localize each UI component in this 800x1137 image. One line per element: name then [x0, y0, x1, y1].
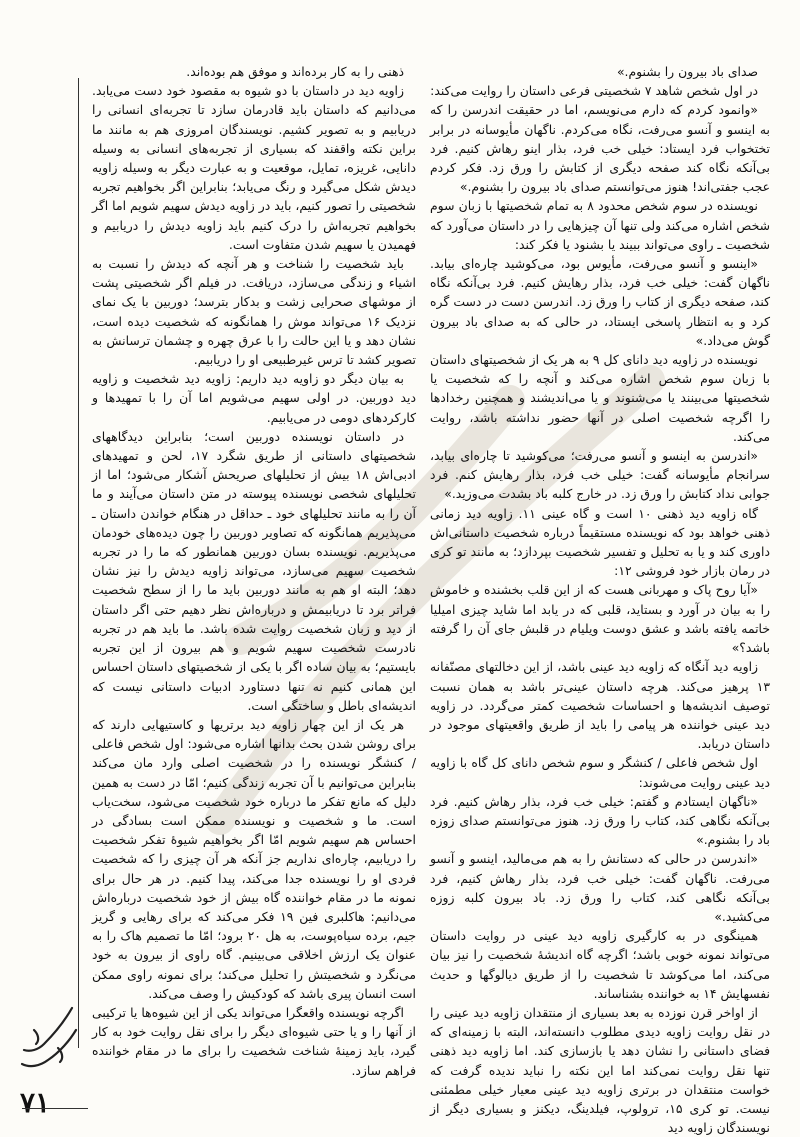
- paragraph: ذهنی را به کار برده‌اند و موفق هم بوده‌اند.: [186, 64, 404, 79]
- right-text-column: [430, 62, 770, 1137]
- paragraph: «وانمود کردم که دارم می‌نویسم، اما در حقیقت اندرسن را که به اینسو و آنسو می‌رفت، نگاه می‌کردم. ناگهان مأیوسانه در برابر تختخواب فرد ایستاد: خیلی خب فرد، بذار اینو رهاش کنیم. فرد بی‌آنکه نگاه کند صفحه دیگری از کتابش را ورق زد. فکر کردم عجب جفتی‌اند! هنوز می‌توانستم صدای باد بیرون را بشنوم.»: [430, 102, 770, 195]
- paragraph: «اندرسن به اینسو و آنسو می‌رفت؛ می‌کوشید تا چاره‌ای بیابد، سرانجام مأیوسانه گفت: خیلی خب فرد، بذار رهایش کنم. فرد جوابی نداد کتابش را ورق زد. در خارج کلبه باد بشدت می‌وزید.»: [430, 448, 770, 502]
- paragraph: «اینسو و آنسو می‌رفت، مأیوس بود، می‌کوشید چاره‌ای بیابد. ناگهان گفت: خیلی خب فرد، بذار رهایش کنیم. فرد بی‌آنکه نگاه کند، صفحه دیگری از کتاب را ورق زد. اندرسن دست در دست گره کرد و به انتظار پاسخی ایستاد، در حالی که به صدای باد بیرون گوش می‌داد.»: [430, 256, 770, 348]
- paragraph: زاویه دید آنگاه که زاویه دید عینی باشد، از این دخالتهای مصنّفانه ۱۳ پرهیز می‌کند. هرچه داستان عینی‌تر باشد به همان نسبت توصیف اندیشه‌ها و احساسات شخصیت کمتر می‌گردد. در زاویه دید عینی خواننده هر پیامی را باید از طریق واقعیتهای موجود در داستان دریابد.: [430, 659, 770, 752]
- paragraph: صدای باد بیرون را بشنوم.»: [616, 64, 758, 79]
- paragraph: در اول شخص شاهد ۷ شخصیتی فرعی داستان را روایت می‌کند:: [430, 83, 758, 99]
- paragraph: نویسنده در زاویه دید دانای کل ۹ به هر یک از شخصیتهای داستان با زبان سوم شخص اشاره می‌کند و آنچه را که شخصیت یا شخصیتها می‌بینند یا می‌شنوند و یا می‌اندیشند و همچنین رخدادها را اگرچه شخصیت اصلی در آنها حضور نداشته باشد، روایت می‌کند.: [430, 352, 770, 444]
- paragraph: اگرچه نویسنده واقعگرا می‌تواند یکی از این شیوه‌ها یا ترکیبی از آنها را و یا حتی شیوه‌ای دیگر را برای نقل روایت خود به کار گیرد، باید زمینهٔ شناخت شخصیت را برای ما در مقام خواننده فراهم سازد.: [92, 1004, 416, 1078]
- paragraph: «آیا روح پاک و مهربانی هست که از این قلب بخشنده و خاموش را به بیان در آورد و بستاید، قلبی که در یابد اما شاید چیزی امیلیا خاتمه یافته باشد و عشق دوست ویلیام در قلبش جای آن را گرفته باشد؟»: [430, 582, 770, 656]
- paragraph: هر یک از این چهار زاویه دید برتریها و کاستیهایی دارند که برای روشن شدن بحث بدانها اشاره می‌شود: اول شخص فاعلی / کنشگر نویسنده را در شخصیت اصلی وارد مان می‌کند بنابراین می‌توانیم با آن تجربه زندگی کنیم؛ امّا در دست به همین دلیل که مانع تفکر ما درباره خود شخصیت می‌شود، سخت‌یاب است. ما و شخصیت و نویسنده ممکن است بسادگی در احساس هم سهیم شویم امّا اگر بخواهیم شیوهٔ تفکر شخصیت را دریابیم، چاره‌ای نداریم جز آنکه هر آن چیزی را که شخصیت فردی او را نویسنده جدا می‌کند، پیدا کنیم. در هر حال برای نمونه ما در مقام خواننده گاه بیش از خود شخصیت درباره‌اش می‌دانیم: هاکلبری فین ۱۹ فکر می‌کند که برای رهایی و گریز جیم، برده سیاه‌پوست، به هل ۲۰ برود؛ امّا ما تصمیم هاک را به عنوان یک ارزش اخلاقی می‌بینیم. گاه راوی از بیرون به خود می‌نگرد و شخصیتش را تحلیل می‌کند؛ برای نمونه راوی ممکن است انسان پیری باشد که کودکیش را وصف می‌کند.: [92, 716, 416, 1001]
- paragraph: «ناگهان ایستادم و گفتم: خیلی خب فرد، بذار رهاش کنیم. فرد بی‌آنکه نگاهی کند، کتاب را ورق زد. هنوز می‌توانستم صدای زوزه باد را بشنوم.»: [430, 793, 770, 848]
- paragraph: گاه زاویه دید ذهنی ۱۰ است و گاه عینی ۱۱. زاویه دید زمانی ذهنی خواهد بود که نویسنده مستقیماً درباره شخصیت داستانی‌اش داوری کند و یا به تحلیل و تفسیر شخصیت بپردازد؛ به مانند تو کری در رمان بازار خود فروشی ۱۲:: [430, 505, 770, 579]
- paragraph: «اندرسن در حالی که دستانش را به هم می‌مالید، اینسو و آنسو می‌رفت. ناگهان گفت: خیلی خب فرد، بذار رهاش کنیم، فرد بی‌آنکه نگاهی کند، کتاب را ورق زد. باد بیرون کلبه زوزه می‌کشید.»: [430, 851, 770, 924]
- paragraph: در داستان نویسنده دوربین است؛ بنابراین دیدگاههای شخصیتهای داستانی از طریق شگرد ۱۷، لحن و تمهیدهای ادبی‌اش ۱۸ بیش از تحلیلهای صریحش آشکار می‌شود؛ اما از تحلیلهای شخصی نویسنده پیوسته در متن داستان می‌آیند و ما آن را به مانند تحلیلهای خود ـ حداقل در هنگام خواندن داستان ـ می‌پذیریم همانگونه که تصاویر دوربین را چون دیده‌های خودمان می‌پذیریم. نویسنده بسان دوربین همانطور که ما را در تجربه شخصیت سهیم می‌سازد، می‌تواند زاویه دیدش را نیز نشان دهد؛ البته او هم به مانند دوربین باید ما را از سطح شخصیت فراتر برد تا دریابیمش و درباره‌اش نظر دهیم حتی اگر داستان از دید و زبان شخصیت روایت شده باشد. ما باید هم در تجربه نادرست شخصیت سهیم شویم و هم بیرون از این تجربه بایستیم؛ به بیان ساده اگر با یکی از شخصیتهای داستان احساس این همانی کنیم نه تنها دستاورد ادبیات داستانی نیست که اندیشه‌ای باطل و ساختگی است.: [92, 428, 416, 713]
- paragraph: زاویه دید در داستان با دو شیوه به مقصود خود دست می‌یابد. می‌دانیم که داستان باید قادرمان سازد تا تجربه‌ای انسانی را دریابیم و به تصویر کشیم. نویسندگان امروزی هم به مانند ما براین نکته واقفند که بسیاری از تجربه‌های انسانی به وسیله دانایی، غریزه، تمایل، موقعیت و به عبارت دیگر به وسیله زاویه دیدش شکل می‌گیرد و رنگ می‌یابد؛ بنابراین اگر بخواهیم تجربه شخصیتی را تصور کنیم، باید در زاویه دیدش سهیم شویم اما اگر بخواهیم تجربه‌اش را درک کنیم باید زاویه دیدش را دریابیم و فهمیدن یا سهیم شدن متفاوت است.: [92, 83, 416, 252]
- paragraph: باید شخصیت را شناخت و هر آنچه که دیدش را نسبت به اشیاء و زندگی می‌سازد، دریافت. در فیلم اگر شخصیتی پشت از موشهای صحرایی زشت و بدکار بترسد؛ دوربین با یک نمای نزدیک ۱۶ می‌تواند موش را همانگونه که شخصیت دیده است، نشان دهد و یا این حالت را با عرق چهره و چشمان ترسانش به تصویر کشد تا ترس غیرطبیعی او را دریابیم.: [92, 256, 417, 368]
- left-text-column: [92, 62, 416, 1080]
- paragraph: از اواخر قرن نوزده به بعد بسیاری از منتقدان زاویه دید عینی را در نقل روایت زاویه دیدی مطلوب دانسته‌اند، البته با زمینه‌ای که فضای داستانی را نشان دهد یا بازسازی کند. اما زاویه دید ذهنی تنها نقل روایت نمی‌کند اما این نکته را نباید ندیده گرفت که خواست منتقدان در برتری زاویه دید عینی معیار خیلی مطمئنی نیست. تو کری ۱۵، ترولوپ، فیلدینگ، دیکنز و بسیاری دیگر از نویسندگان زاویه دید: [430, 1004, 770, 1136]
- paragraph: به بیان دیگر دو زاویه دید داریم: زاویه دید شخصیت و زاویه دید دوربین. در اولی سهیم می‌شویم اما آن را با تمهیدها و کارکردهای دومی در می‌یابیم.: [92, 371, 416, 425]
- page-number: ۷۱: [20, 1086, 51, 1119]
- page-number-underline: [22, 1108, 88, 1109]
- paragraph: همینگوی در به کارگیری زاویه دید عینی در روایت داستان می‌تواند نمونه خوبی باشد؛ اگرچه گاه اندیشهٔ شخصیت را نیز بیان می‌کند، اما می‌کوشد تا شخصیت را از طریق دیالوگها و حدیث نفسهایش ۱۴ به خواننده بشناساند.: [430, 928, 770, 1001]
- paragraph: اول شخص فاعلی / کنشگر و سوم شخص دانای کل گاه با زاویه دید عینی روایت می‌شوند:: [430, 755, 770, 790]
- paragraph: نویسنده در سوم شخص محدود ۸ به تمام شخصیتها با زبان سوم شخص اشاره می‌کند ولی تنها آن چیزهایی را در داستان می‌آورد که شخصیت ـ راوی می‌تواند ببیند یا بشنود یا فکر کند:: [430, 198, 770, 252]
- column-divider-line: [78, 78, 79, 1048]
- kerman-calligraphy-signature: [14, 1000, 84, 1080]
